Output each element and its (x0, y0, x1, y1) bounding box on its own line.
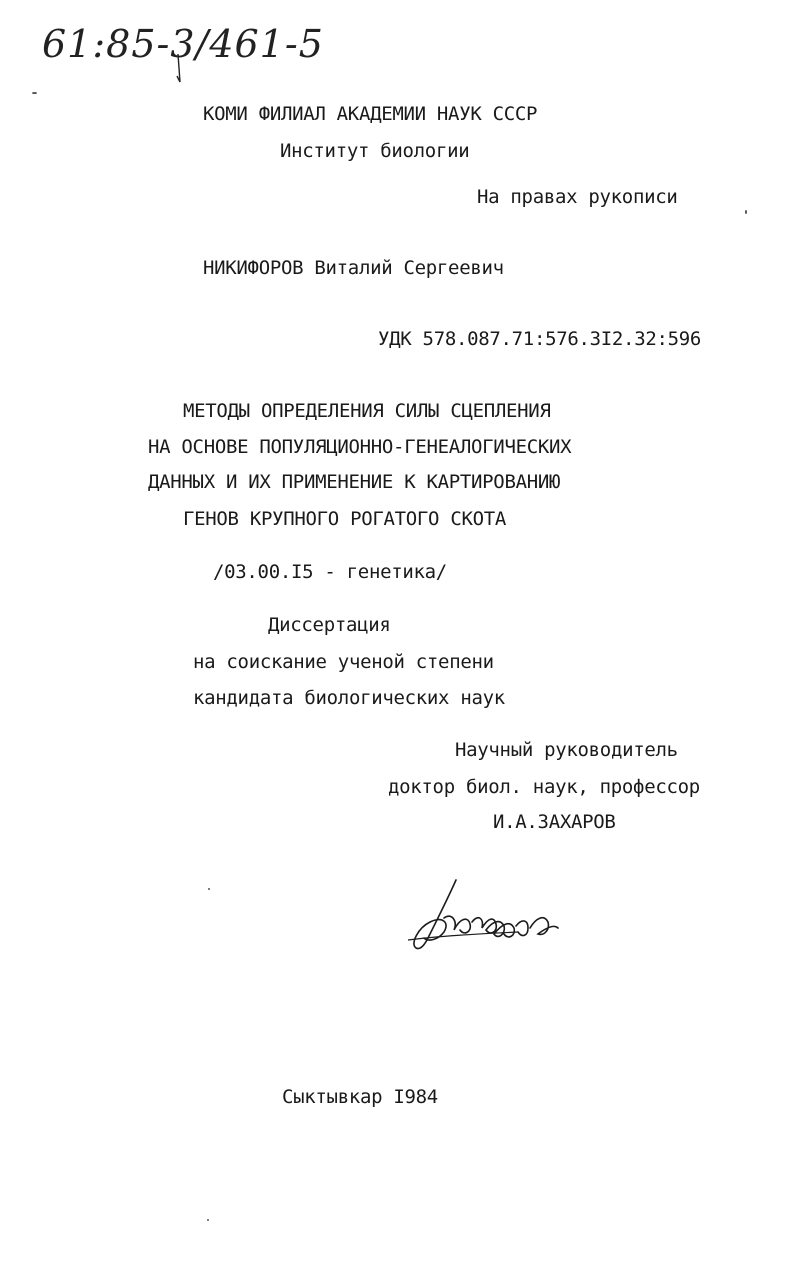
checkmark-icon (170, 52, 190, 92)
supervisor-label: Научный руководитель (455, 739, 678, 761)
scan-speck (207, 1219, 209, 1221)
supervisor-name: И.А.ЗАХАРОВ (493, 811, 616, 833)
title-line-1: МЕТОДЫ ОПРЕДЕЛЕНИЯ СИЛЫ СЦЕПЛЕНИЯ (183, 400, 551, 422)
archive-number-handwritten: 61:85-3/461-5 (42, 22, 324, 66)
author-name: НИКИФОРОВ Виталий Сергеевич (203, 257, 504, 279)
title-line-2: НА ОСНОВЕ ПОПУЛЯЦИОННО-ГЕНЕАЛОГИЧЕСКИХ (148, 436, 572, 458)
specialty-code: /03.00.I5 - генетика/ (213, 561, 447, 583)
degree-line-1: Диссертация (268, 614, 391, 636)
scan-speck (208, 888, 210, 890)
organization-header: КОМИ ФИЛИАЛ АКАДЕМИИ НАУК СССР (203, 103, 538, 125)
author-signature (398, 878, 563, 958)
manuscript-note: На правах рукописи (477, 186, 678, 208)
title-line-3: ДАННЫХ И ИХ ПРИМЕНЕНИЕ К КАРТИРОВАНИЮ (148, 471, 561, 493)
scan-speck (745, 210, 747, 214)
udc-code: УДК 578.087.71:576.3I2.32:596 (378, 328, 702, 350)
scan-speck (32, 92, 37, 94)
city-year: Сыктывкар I984 (282, 1086, 438, 1108)
degree-line-3: кандидата биологических наук (193, 687, 505, 709)
title-line-4: ГЕНОВ КРУПНОГО РОГАТОГО СКОТА (183, 508, 507, 530)
supervisor-title: доктор биол. наук, профессор (388, 776, 700, 798)
institute-name: Институт биологии (280, 140, 470, 162)
degree-line-2: на соискание ученой степени (193, 651, 494, 673)
